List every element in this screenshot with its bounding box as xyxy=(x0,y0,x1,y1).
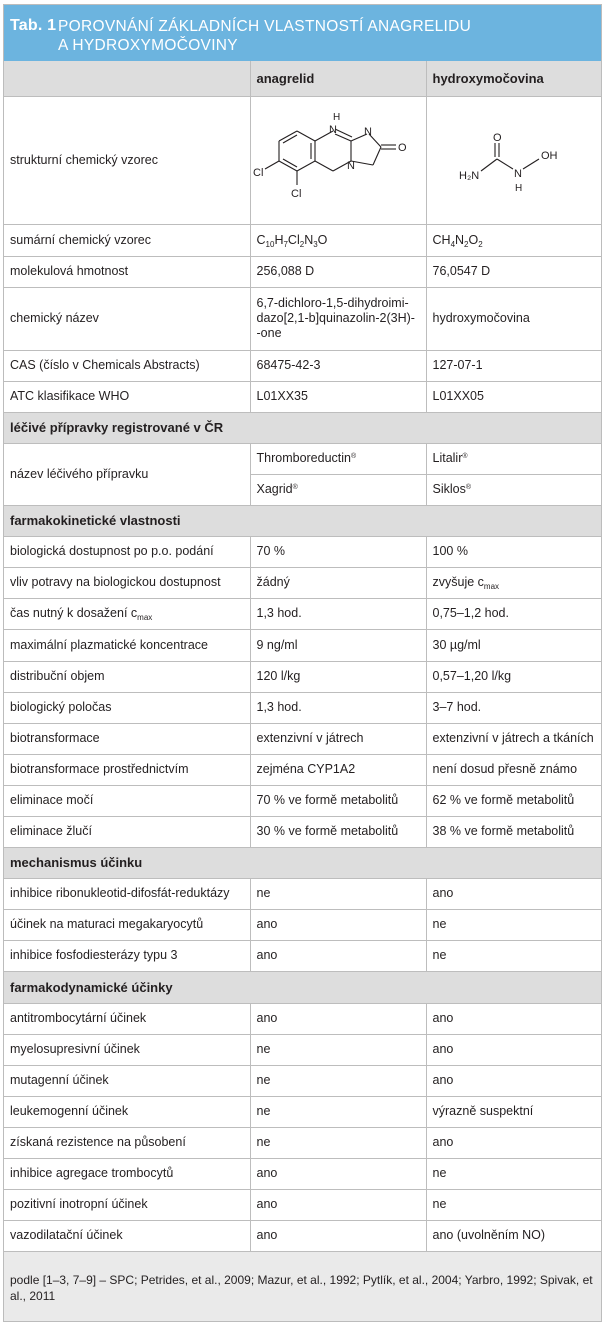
section-registered-title: léčivé přípravky registrované v ČR xyxy=(4,412,601,443)
table-title xyxy=(58,17,471,55)
hydroxyurea-structure-cell xyxy=(426,96,601,224)
pk-hydroxyurea: 0,75–1,2 hod. xyxy=(426,598,601,629)
product-label: název léčivého přípravku xyxy=(4,443,250,505)
f-n: N xyxy=(304,232,314,247)
pk-row xyxy=(4,692,601,723)
section-mech-title: mechanismus účinku xyxy=(4,847,601,878)
pk-hydroxyurea-sub: max xyxy=(483,582,500,591)
pd-anagrelid: ne xyxy=(250,1096,426,1127)
pk-row xyxy=(4,785,601,816)
footnote: podle [1–3, 7–9] – SPC; Petrides, et al., 2009; Mazur, et al., 1992; Pytlík, et al., 2004; Yarbro, 1992; Spivak, et al., 2011 xyxy=(10,1273,593,1303)
h-n: N xyxy=(455,232,465,247)
pk-row xyxy=(4,567,601,598)
pd-row xyxy=(4,1003,601,1034)
cas-label: CAS (číslo v Chemicals Abstracts) xyxy=(4,350,250,381)
f-cl-sub: 2 xyxy=(299,239,305,249)
pk-anagrelid: 70 % ve formě metabolitů xyxy=(250,785,426,816)
h-ch: CH xyxy=(432,232,451,247)
pk-label xyxy=(4,598,250,629)
section-pk xyxy=(4,505,601,536)
pd-row xyxy=(4,1220,601,1251)
f-cl: Cl xyxy=(287,232,300,247)
pk-row xyxy=(4,754,601,785)
pd-hydroxyurea: ano xyxy=(426,1127,601,1158)
anagrelid-structure-cell xyxy=(250,96,426,224)
product-siklos: Siklos xyxy=(432,482,466,496)
pk-hydroxyurea: není dosud přesně známo xyxy=(426,754,601,785)
mech-hydroxyurea: ne xyxy=(426,940,601,971)
chem-name-row xyxy=(4,287,601,350)
pd-row xyxy=(4,1096,601,1127)
pk-hydroxyurea: 38 % ve formě metabolitů xyxy=(426,816,601,847)
pk-row xyxy=(4,816,601,847)
product-hydroxyurea-1 xyxy=(426,443,601,474)
chem-name-line-3: -one xyxy=(256,326,282,340)
pk-label: biotransformace xyxy=(4,723,250,754)
section-pd xyxy=(4,971,601,1003)
pd-anagrelid: ano xyxy=(250,1158,426,1189)
structure-label: strukturní chemický vzorec xyxy=(4,96,250,224)
atc-anagrelid: L01XX35 xyxy=(250,381,426,412)
h-ch-sub: 4 xyxy=(450,239,456,249)
pd-row xyxy=(4,1127,601,1158)
comparison-table xyxy=(4,61,601,1252)
pd-anagrelid: ano xyxy=(250,1220,426,1251)
pk-label: eliminace močí xyxy=(4,785,250,816)
section-mech xyxy=(4,847,601,878)
mol-mass-anagrelid: 256,088 D xyxy=(250,256,426,287)
pk-hydroxyurea: 0,57–1,20 l/kg xyxy=(426,661,601,692)
pd-anagrelid: ne xyxy=(250,1065,426,1096)
h-n-sub: 2 xyxy=(464,239,469,249)
pk-label: vliv potravy na biologickou dostupnost xyxy=(4,567,250,598)
mol-mass-row xyxy=(4,256,601,287)
comparison-table-wrap xyxy=(4,61,601,1252)
pd-row xyxy=(4,1158,601,1189)
reg-mark: ® xyxy=(292,484,298,491)
pd-hydroxyurea: ano xyxy=(426,1065,601,1096)
mech-hydroxyurea: ne xyxy=(426,909,601,940)
pk-anagrelid: zejména CYP1A2 xyxy=(250,754,426,785)
chem-name-label: chemický název xyxy=(4,287,250,350)
pk-row xyxy=(4,723,601,754)
pk-hydroxyurea xyxy=(426,567,601,598)
pk-label: distribuční objem xyxy=(4,661,250,692)
pk-anagrelid: 30 % ve formě metabolitů xyxy=(250,816,426,847)
mech-row xyxy=(4,940,601,971)
mol-mass-label: molekulová hmotnost xyxy=(4,256,250,287)
pd-hydroxyurea: ne xyxy=(426,1158,601,1189)
mech-anagrelid: ano xyxy=(250,940,426,971)
sum-formula-anagrelid xyxy=(250,224,426,256)
chem-name-hydroxyurea: hydroxymočovina xyxy=(426,287,601,350)
h-o-sub: 2 xyxy=(478,239,483,249)
sum-formula-label: sumární chemický vzorec xyxy=(4,224,250,256)
hu-atom-h2n: H₂N xyxy=(458,169,479,182)
pd-anagrelid: ano xyxy=(250,1189,426,1220)
pd-label: vazodilatační účinek xyxy=(4,1220,250,1251)
pd-label: leukemogenní účinek xyxy=(4,1096,250,1127)
pk-row xyxy=(4,598,601,629)
product-anagrelid-2 xyxy=(250,474,426,505)
header-empty xyxy=(4,61,250,96)
pk-anagrelid: 1,3 hod. xyxy=(250,692,426,723)
mech-label: účinek na maturaci megakaryocytů xyxy=(4,909,250,940)
pk-row xyxy=(4,661,601,692)
product-thromboreductin: Thromboreductin xyxy=(256,451,351,465)
cas-hydroxyurea: 127-07-1 xyxy=(426,350,601,381)
pk-label: biologický poločas xyxy=(4,692,250,723)
atom-n-3: N xyxy=(346,159,355,172)
hu-atom-n: N xyxy=(513,167,522,180)
chem-name-anagrelid xyxy=(250,287,426,350)
mech-anagrelid: ne xyxy=(250,878,426,909)
atom-cl-2: Cl xyxy=(290,187,301,200)
pk-hydroxyurea: extenzivní v játrech a tkáních xyxy=(426,723,601,754)
atom-n-1: N xyxy=(328,123,337,136)
pk-label-sub: max xyxy=(137,613,153,622)
structure-row xyxy=(4,96,601,224)
pd-label: pozitivní inotropní účinek xyxy=(4,1189,250,1220)
mech-row xyxy=(4,878,601,909)
header-hydroxyurea: hydroxymočovina xyxy=(426,61,601,96)
sum-formula-row xyxy=(4,224,601,256)
table-title-line-1: POROVNÁNÍ ZÁKLADNÍCH VLASTNOSTÍ ANAGRELIDU xyxy=(58,18,472,35)
pd-hydroxyurea: ano xyxy=(426,1034,601,1065)
reg-mark: ® xyxy=(351,453,357,460)
hydroxyurea-structure-image xyxy=(427,97,602,220)
atc-row xyxy=(4,381,601,412)
pd-hydroxyurea: ano xyxy=(426,1003,601,1034)
mech-row xyxy=(4,909,601,940)
anagrelid-structure-image xyxy=(251,97,426,220)
pd-anagrelid: ne xyxy=(250,1127,426,1158)
pk-hydroxyurea-text: zvyšuje c xyxy=(432,575,484,589)
atc-hydroxyurea: L01XX05 xyxy=(426,381,601,412)
atom-o: O xyxy=(397,141,407,154)
f-h-sub: 7 xyxy=(283,239,288,249)
f-n-sub: 3 xyxy=(313,239,318,249)
pk-row xyxy=(4,629,601,661)
product-xagrid: Xagrid xyxy=(256,482,293,496)
pk-row xyxy=(4,536,601,567)
chem-name-line-1: 6,7-dichloro-1,5-dihydroimi- xyxy=(256,296,409,310)
pd-hydroxyurea: ano (uvolněním NO) xyxy=(426,1220,601,1251)
pd-label: myelosupresivní účinek xyxy=(4,1034,250,1065)
header-anagrelid: anagrelid xyxy=(250,61,426,96)
f-c: C xyxy=(256,232,266,247)
pk-hydroxyurea: 100 % xyxy=(426,536,601,567)
pk-anagrelid: 1,3 hod. xyxy=(250,598,426,629)
product-litalir: Litalir xyxy=(432,451,463,465)
pk-anagrelid: 120 l/kg xyxy=(250,661,426,692)
pd-hydroxyurea: ne xyxy=(426,1189,601,1220)
table-frame xyxy=(3,4,602,1322)
pd-label: získaná rezistence na působení xyxy=(4,1127,250,1158)
pd-anagrelid: ano xyxy=(250,1003,426,1034)
header-row xyxy=(4,61,601,96)
h-o: O xyxy=(468,232,479,247)
pd-row xyxy=(4,1034,601,1065)
mech-hydroxyurea: ano xyxy=(426,878,601,909)
sum-formula-hydroxyurea xyxy=(426,224,601,256)
mol-mass-hydroxyurea: 76,0547 D xyxy=(426,256,601,287)
atom-h: H xyxy=(332,111,340,123)
title-bar xyxy=(4,5,601,61)
hu-atom-h: H xyxy=(514,182,522,194)
mech-label: inhibice fosfodiesterázy typu 3 xyxy=(4,940,250,971)
hu-atom-o: O xyxy=(492,131,502,144)
pk-label-text: čas nutný k dosažení c xyxy=(10,606,138,620)
pd-row xyxy=(4,1189,601,1220)
table-title-line-2: A HYDROXYMOČOVINY xyxy=(58,37,238,54)
mech-anagrelid: ano xyxy=(250,909,426,940)
hu-atom-oh: OH xyxy=(540,149,557,162)
atom-n-2: N xyxy=(363,125,372,138)
pk-anagrelid: extenzivní v játrech xyxy=(250,723,426,754)
cas-row xyxy=(4,350,601,381)
section-pd-title: farmakodynamické účinky xyxy=(4,971,601,1003)
pk-hydroxyurea: 62 % ve formě metabolitů xyxy=(426,785,601,816)
pd-label: antitrombocytární účinek xyxy=(4,1003,250,1034)
pk-hydroxyurea: 30 µg/ml xyxy=(426,629,601,661)
pd-anagrelid: ne xyxy=(250,1034,426,1065)
pk-label: maximální plazmatické koncentrace xyxy=(4,629,250,661)
product-anagrelid-1 xyxy=(250,443,426,474)
pk-hydroxyurea: 3–7 hod. xyxy=(426,692,601,723)
f-c-sub: 10 xyxy=(265,239,275,249)
pd-label: mutagenní účinek xyxy=(4,1065,250,1096)
pk-anagrelid: žádný xyxy=(250,567,426,598)
section-registered xyxy=(4,412,601,443)
section-pk-title: farmakokinetické vlastnosti xyxy=(4,505,601,536)
pd-row xyxy=(4,1065,601,1096)
pk-label: biologická dostupnost po p.o. podání xyxy=(4,536,250,567)
chem-name-line-2: dazo[2,1-b]quinazolin-2(3H)- xyxy=(256,311,415,325)
pd-label: inhibice agregace trombocytů xyxy=(4,1158,250,1189)
atc-label: ATC klasifikace WHO xyxy=(4,381,250,412)
product-row-1 xyxy=(4,443,601,474)
mech-label: inhibice ribonukleotid-difosfát-reduktázy xyxy=(4,878,250,909)
cas-anagrelid: 68475-42-3 xyxy=(250,350,426,381)
f-h: H xyxy=(274,232,284,247)
pk-label: biotransformace prostřednictvím xyxy=(4,754,250,785)
pk-anagrelid: 70 % xyxy=(250,536,426,567)
reg-mark: ® xyxy=(462,453,468,460)
f-o: O xyxy=(317,232,328,247)
product-hydroxyurea-2 xyxy=(426,474,601,505)
table-number: Tab. 1 xyxy=(10,17,57,34)
reg-mark: ® xyxy=(465,484,472,491)
pk-anagrelid: 9 ng/ml xyxy=(250,629,426,661)
pd-hydroxyurea: výrazně suspektní xyxy=(426,1096,601,1127)
atom-cl-1: Cl xyxy=(252,166,263,179)
pk-label: eliminace žlučí xyxy=(4,816,250,847)
